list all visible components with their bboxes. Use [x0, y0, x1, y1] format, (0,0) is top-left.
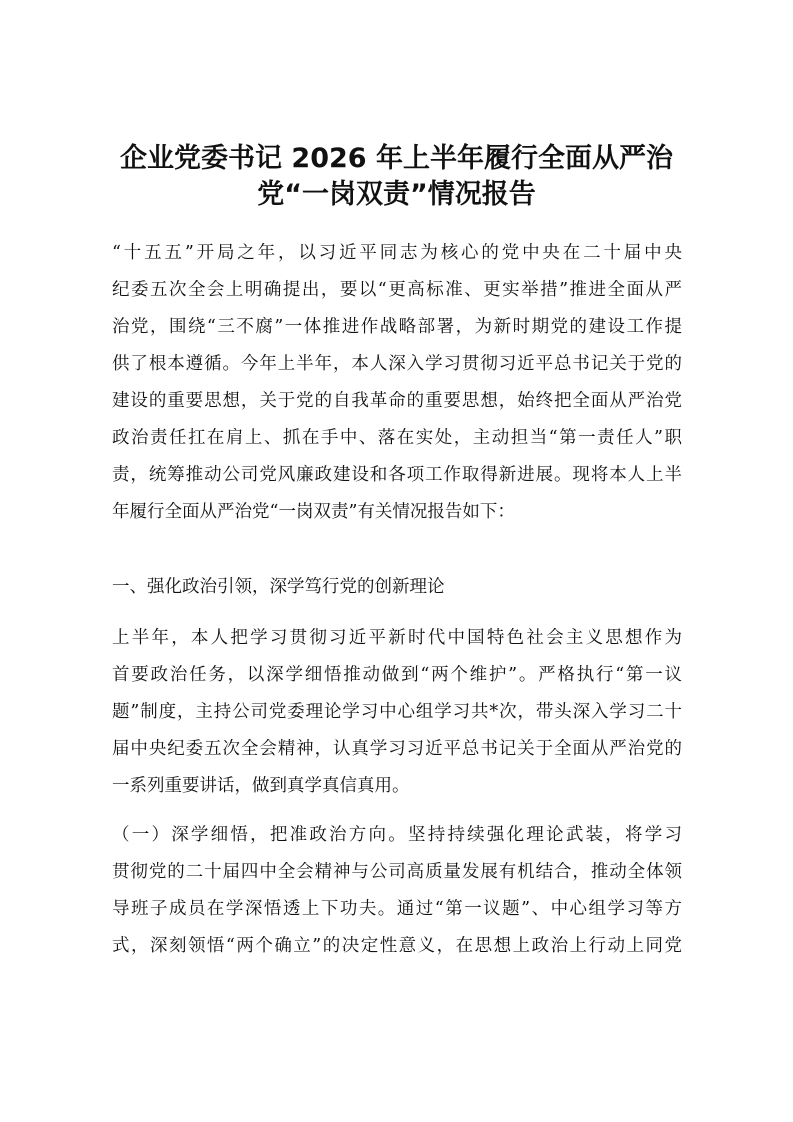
paragraph-line: 式，深刻领悟“两个确立”的决定性意义，在思想上政治上行动上同党 — [112, 936, 682, 956]
paragraph-line: 上半年，本人把学习贯彻习近平新时代中国特色社会主义思想作为 — [112, 628, 682, 648]
paragraph-line: 年履行全面从严治党“一岗双责”有关情况报告如下： — [112, 502, 515, 522]
document-title — [90, 141, 703, 213]
paragraph-line: 治党，围绕“三不腐”一体推进作战略部署，为新时期党的建设工作提 — [112, 317, 682, 337]
paragraph-line: 建设的重要思想，关于党的自我革命的重要思想，始终把全面从严治党 — [112, 391, 682, 411]
paragraph-line: 首要政治任务，以深学细悟推动做到“两个维护”。严格执行“第一议 — [112, 665, 682, 685]
title-line-2: 党“一岗双责”情况报告 — [257, 179, 536, 210]
section-heading: 一、强化政治引领，深学笃行党的创新理论 — [112, 577, 445, 597]
paragraph-line: 供了根本遵循。今年上半年，本人深入学习贯彻习近平总书记关于党的 — [112, 354, 682, 374]
paragraph-line: 政治责任扛在肩上、抓在手中、落在实处，主动担当“第一责任人”职 — [112, 428, 682, 448]
paragraph-line: 纪委五次全会上明确提出，要以“更高标准、更实举措”推进全面从严 — [112, 280, 682, 300]
paragraph-line: 贯彻党的二十届四中全会精神与公司高质量发展有机结合，推动全体领 — [112, 862, 682, 882]
title-line-1: 企业党委书记 2026 年上半年履行全面从严治 — [120, 143, 673, 174]
paragraph-line: 责，统筹推动公司党风廉政建设和各项工作取得新进展。现将本人上半 — [112, 465, 682, 485]
paragraph-line: 导班子成员在学深悟透上下功夫。通过“第一议题”、中心组学习等方 — [112, 899, 682, 919]
paragraph-line: 一系列重要讲话，做到真学真信真用。 — [112, 776, 410, 796]
paragraph-line: “十五五”开局之年，以习近平同志为核心的党中央在二十届中央 — [112, 243, 682, 263]
paragraph-line: （一）深学细悟，把准政治方向。坚持持续强化理论武装，将学习 — [112, 825, 682, 845]
paragraph-line: 题”制度，主持公司党委理论学习中心组学习共*次，带头深入学习二十 — [112, 702, 682, 722]
paragraph-line: 届中央纪委五次全会精神，认真学习习近平总书记关于全面从严治党的 — [112, 739, 682, 759]
